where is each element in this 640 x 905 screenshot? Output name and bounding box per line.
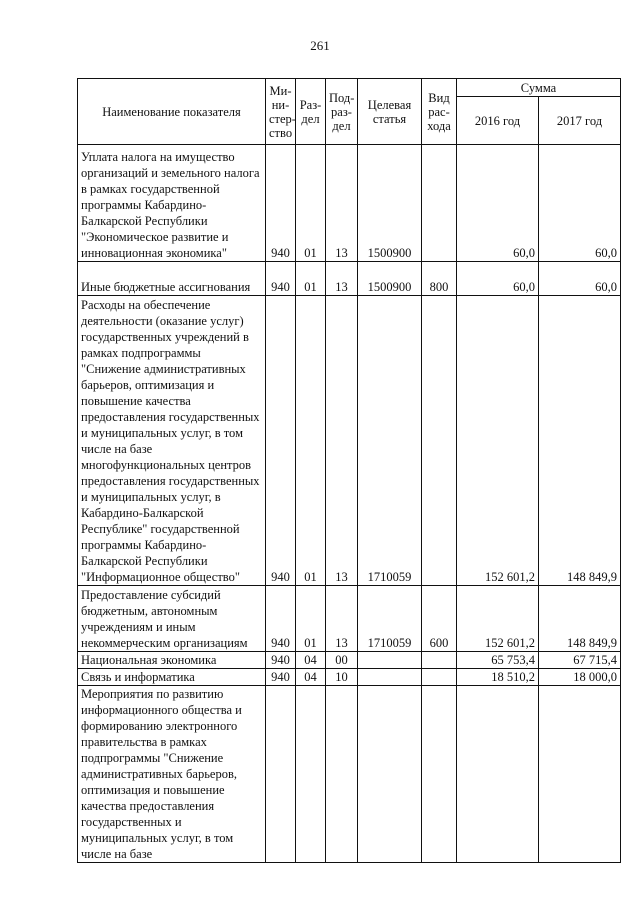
row-name: Национальная экономика xyxy=(78,652,266,669)
row-subsection: 13 xyxy=(326,145,358,262)
row-section: 04 xyxy=(296,669,326,686)
row-sum-2016: 60,0 xyxy=(457,262,539,296)
row-article xyxy=(358,669,422,686)
table-row xyxy=(78,586,621,652)
row-ministry xyxy=(266,686,296,863)
row-ministry: 940 xyxy=(266,669,296,686)
row-type xyxy=(422,686,457,863)
row-article: 1710059 xyxy=(358,296,422,586)
header-year-2016: 2016 год xyxy=(457,97,539,145)
row-type xyxy=(422,296,457,586)
header-name: Наименование показателя xyxy=(78,79,266,145)
row-type xyxy=(422,652,457,669)
row-section: 01 xyxy=(296,586,326,652)
row-sum-2016: 152 601,2 xyxy=(457,586,539,652)
table-row xyxy=(78,652,621,669)
budget-table xyxy=(77,78,621,863)
row-ministry: 940 xyxy=(266,262,296,296)
table-row xyxy=(78,686,621,863)
header-ministry: Ми- ни- стер- ство xyxy=(266,79,296,145)
row-subsection: 13 xyxy=(326,296,358,586)
header-expense-type: Вид рас- хода xyxy=(422,79,457,145)
row-article xyxy=(358,686,422,863)
table-row xyxy=(78,145,621,262)
table-row xyxy=(78,296,621,586)
row-name: Иные бюджетные ассигнования xyxy=(78,262,266,296)
row-sum-2017: 148 849,9 xyxy=(539,586,621,652)
row-subsection: 00 xyxy=(326,652,358,669)
row-sum-2017: 60,0 xyxy=(539,145,621,262)
row-section: 01 xyxy=(296,145,326,262)
row-sum-2016: 65 753,4 xyxy=(457,652,539,669)
header-year-2017: 2017 год xyxy=(539,97,621,145)
row-sum-2017: 18 000,0 xyxy=(539,669,621,686)
row-type: 600 xyxy=(422,586,457,652)
row-name: Расходы на обеспечение деятельности (оказание услуг) государственных учреждений в рамках подпрограммы "Снижение административных барьеров, оптимизация и повышение качества предоставления государственных и муниципальных услуг, в том числе на базе многофункциональных центров предоставления государственных и муниципальных услуг, в Кабардино-Балкарской Республике" государственной программы Кабардино-Балкарской Республики "Информационное общество" xyxy=(78,296,266,586)
row-name: Уплата налога на имущество организаций и земельного налога в рамках государственной программы Кабардино-Балкарской Республики "Экономическое развитие и инновационная экономика" xyxy=(78,145,266,262)
header-sum: Сумма xyxy=(457,79,621,97)
row-sum-2017: 148 849,9 xyxy=(539,296,621,586)
row-section: 01 xyxy=(296,262,326,296)
row-sum-2017: 67 715,4 xyxy=(539,652,621,669)
row-ministry: 940 xyxy=(266,652,296,669)
row-type: 800 xyxy=(422,262,457,296)
row-type xyxy=(422,669,457,686)
row-ministry: 940 xyxy=(266,145,296,262)
row-name: Мероприятия по развитию информационного общества и формированию электронного правительства в рамках подпрограммы "Снижение административных барьеров, оптимизация и повышение качества предоставления государственных и муниципальных услуг, в том числе на базе xyxy=(78,686,266,863)
row-article: 1710059 xyxy=(358,586,422,652)
row-sum-2016: 60,0 xyxy=(457,145,539,262)
row-sum-2016: 152 601,2 xyxy=(457,296,539,586)
table-row xyxy=(78,669,621,686)
row-sum-2017 xyxy=(539,686,621,863)
row-sum-2016: 18 510,2 xyxy=(457,669,539,686)
row-ministry: 940 xyxy=(266,296,296,586)
header-subsection: Под- раз- дел xyxy=(326,79,358,145)
row-sum-2016 xyxy=(457,686,539,863)
row-ministry: 940 xyxy=(266,586,296,652)
page-number: 261 xyxy=(310,38,330,53)
row-name: Предоставление субсидий бюджетным, автономным учреждениям и иным некоммерческим организациям xyxy=(78,586,266,652)
table-row xyxy=(78,262,621,296)
row-subsection: 10 xyxy=(326,669,358,686)
row-subsection: 13 xyxy=(326,262,358,296)
row-article: 1500900 xyxy=(358,262,422,296)
header-target-article: Целевая статья xyxy=(358,79,422,145)
row-section: 04 xyxy=(296,652,326,669)
row-section: 01 xyxy=(296,296,326,586)
row-article: 1500900 xyxy=(358,145,422,262)
row-type xyxy=(422,145,457,262)
row-name: Связь и информатика xyxy=(78,669,266,686)
header-section: Раз- дел xyxy=(296,79,326,145)
row-subsection: 13 xyxy=(326,586,358,652)
row-sum-2017: 60,0 xyxy=(539,262,621,296)
row-article xyxy=(358,652,422,669)
row-subsection xyxy=(326,686,358,863)
row-section xyxy=(296,686,326,863)
